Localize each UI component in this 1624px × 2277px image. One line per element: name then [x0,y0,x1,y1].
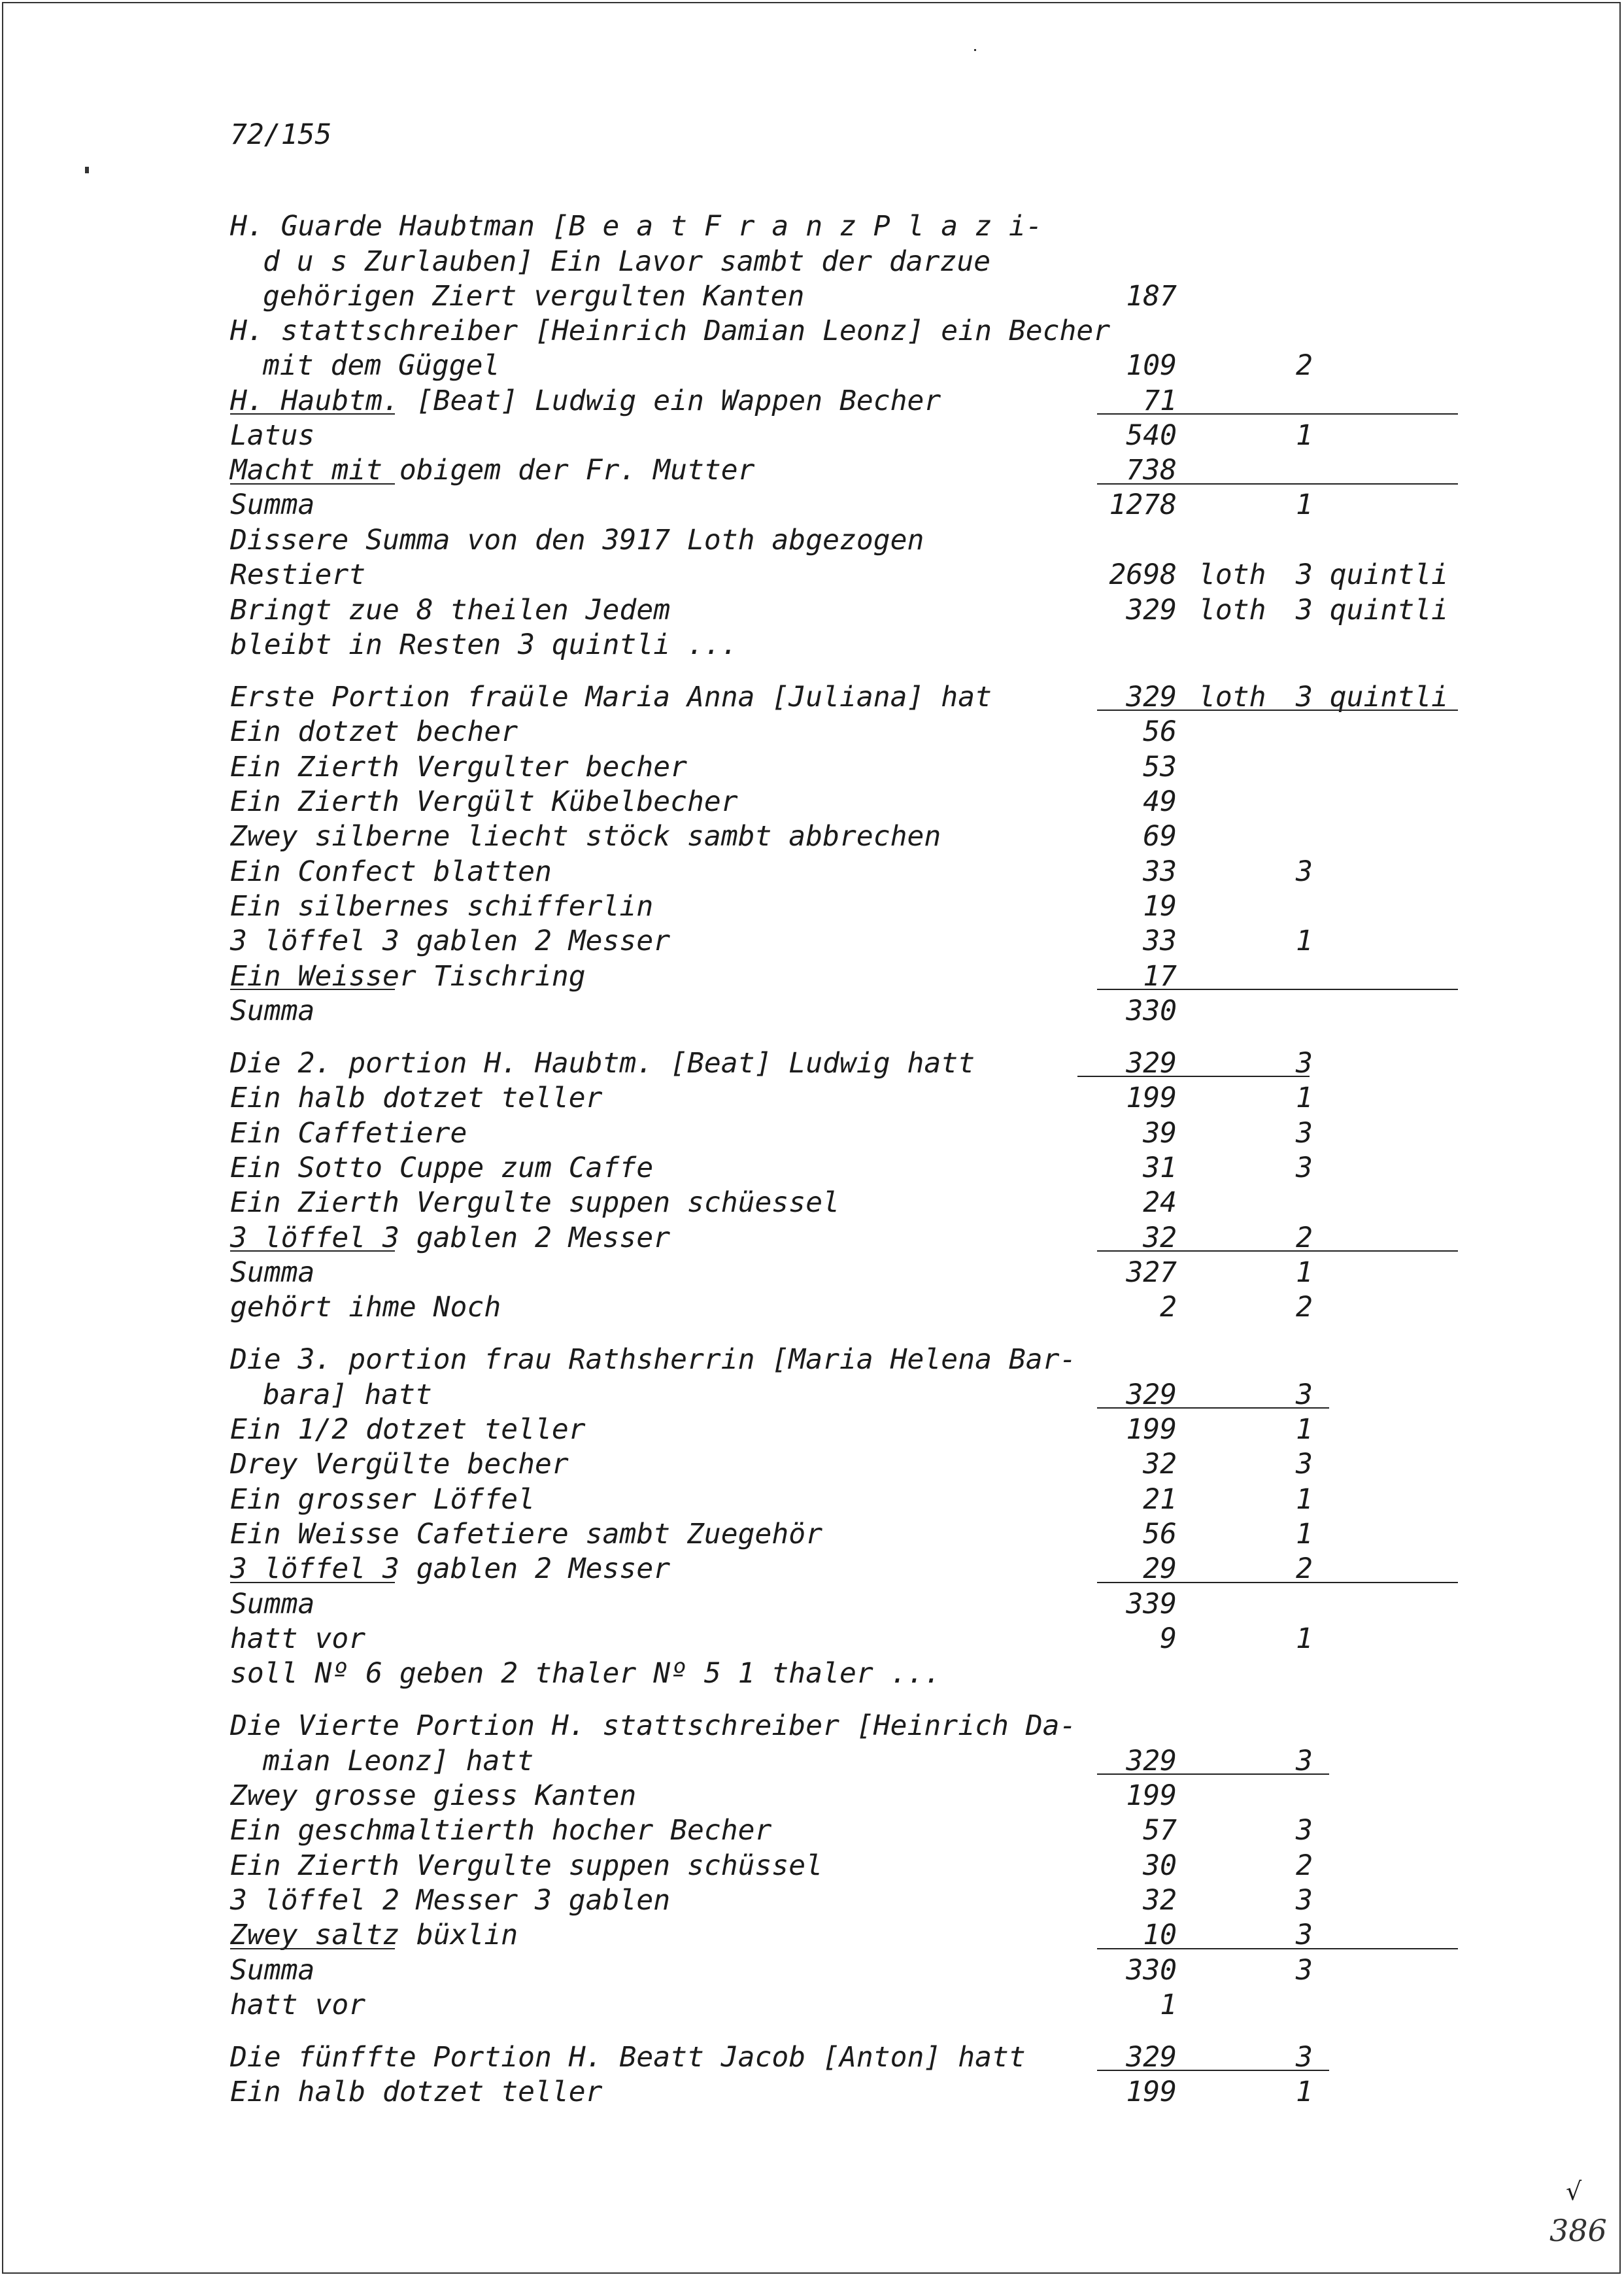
entry-text: Summa [230,1954,315,1987]
entry-text: 3 löffel 3 gablen 2 Messer [230,1222,671,1254]
ruling-line [1097,483,1458,485]
entry-text: H. Haubtm. [Beat] Ludwig ein Wappen Becher [230,385,941,417]
entry-text: Summa [230,995,315,1027]
amount-quintli: 3 [1296,1152,1313,1184]
amount-loth: 69 [1143,820,1177,853]
amount-quintli: 2 [1296,349,1313,382]
amount-quintli: 3 [1296,1117,1313,1150]
amount-loth: 57 [1143,1814,1177,1847]
amount-loth: 10 [1143,1919,1177,1951]
amount-loth: 329 [1126,1047,1177,1080]
amount-loth: 330 [1126,995,1177,1027]
amount-loth: 49 [1143,785,1177,818]
ruling-line [1097,1407,1329,1409]
amount-quintli: 3 [1296,1919,1313,1951]
amount-loth: 56 [1143,715,1177,748]
entry-text: Die 3. portion frau Rathsherrin [Maria Helena Bar- [230,1343,1077,1376]
entry-text: Zwey silberne liecht stöck sambt abbrechen [230,820,941,853]
entry-text: Die 2. portion H. Haubtm. [Beat] Ludwig hatt [230,1047,975,1080]
amount-quintli: 1 [1296,1622,1313,1655]
entry-text: Ein 1/2 dotzet teller [230,1413,586,1446]
amount-quintli: 1 [1296,1483,1313,1516]
entry-text: Ein geschmaltierth hocher Becher [230,1814,772,1847]
entry-text: gehört ihme Noch [230,1291,501,1324]
amount-loth: 2698 [1109,558,1177,591]
amount-loth: 199 [1126,1082,1177,1114]
entry-text: Ein grosser Löffel [230,1483,535,1516]
paper-speck [85,167,89,173]
amount-loth: 56 [1143,1518,1177,1550]
ruling-line [1097,1250,1458,1252]
amount-quintli: 3 [1296,1745,1313,1777]
amount-loth: 39 [1143,1117,1177,1150]
amount-quintli: 3 [1296,2041,1313,2074]
entry-text: mit dem Güggel [263,349,500,382]
text-underline [230,1948,395,1949]
ruling-line [1097,1948,1458,1949]
amount-quintli: 3 [1296,1954,1313,1987]
amount-loth: 71 [1143,385,1177,417]
amount-loth: 32 [1143,1222,1177,1254]
amount-loth: 339 [1126,1588,1177,1620]
amount-loth: 32 [1143,1884,1177,1917]
amount-loth: 24 [1143,1186,1177,1219]
amount-loth: 199 [1126,1413,1177,1446]
ruling-line [1077,1076,1310,1077]
entry-text: Ein halb dotzet teller [230,2076,603,2108]
ruling-line [1097,710,1458,711]
entry-text: hatt vor [230,1989,366,2021]
entry-text: Ein dotzet becher [230,715,518,748]
amount-quintli: 3 [1296,1378,1313,1411]
entry-text: Ein Zierth Vergulte suppen schüessel [230,1186,839,1219]
amount-loth: 33 [1143,855,1177,888]
amount-quintli: 1 [1296,1082,1313,1114]
amount-loth: 330 [1126,1954,1177,1987]
amount-quintli: 1 [1296,488,1313,521]
amount-quintli: 1 [1296,419,1313,452]
amount-loth: 540 [1126,419,1177,452]
handwritten-check-mark: √ [1566,2177,1582,2206]
amount-loth: 19 [1143,890,1177,923]
entry-text: Restiert [230,558,366,591]
unit-label: loth [1198,558,1266,591]
amount-quintli: 1 [1296,1518,1313,1550]
entry-text: soll Nº 6 geben 2 thaler Nº 5 1 thaler ... [230,1657,941,1690]
ruling-line [1097,1582,1458,1583]
amount-loth: 329 [1126,594,1177,626]
amount-loth: 53 [1143,751,1177,783]
ruling-line [1097,989,1458,990]
amount-quintli: 1 [1296,1256,1313,1289]
entry-text: Bringt zue 8 theilen Jedem [230,594,671,626]
entry-text: Die fünffte Portion H. Beatt Jacob [Anton] hatt [230,2041,1026,2074]
entry-text: gehörigen Ziert vergulten Kanten [263,280,805,313]
ruling-line [1097,2070,1329,2071]
entry-text: Macht mit obigem der Fr. Mutter [230,454,755,487]
amount-loth: 1278 [1109,488,1177,521]
amount-loth: 30 [1143,1849,1177,1882]
amount-quintli: 1 [1296,2076,1313,2108]
entry-text: Ein Zierth Vergulter becher [230,751,687,783]
entry-text: Ein Caffetiere [230,1117,467,1150]
entry-text: mian Leonz] hatt [263,1745,534,1777]
entry-text: 3 löffel 3 gablen 2 Messer [230,925,671,957]
amount-quintli: 3 [1296,1448,1313,1481]
entry-text: Die Vierte Portion H. stattschreiber [Heinrich Da- [230,1709,1077,1742]
text-underline [230,1250,395,1252]
amount-loth: 327 [1126,1256,1177,1289]
paper-speck [974,49,976,51]
amount-quintli: 3 quintli [1296,594,1448,626]
amount-loth: 187 [1126,280,1177,313]
entry-text: Ein Zierth Vergulte suppen schüssel [230,1849,823,1882]
entry-text: 3 löffel 2 Messer 3 gablen [230,1884,671,1917]
ruling-line [1097,1773,1329,1775]
amount-quintli: 2 [1296,1222,1313,1254]
entry-text: bara] hatt [263,1378,432,1411]
unit-label: loth [1198,681,1266,713]
entry-text: H. Guarde Haubtman [B e a t F r a n z P l a z i- [230,210,1043,243]
text-underline [230,1582,395,1583]
amount-loth: 1 [1160,1989,1177,2021]
amount-quintli: 3 [1296,1047,1313,1080]
page-reference: 72/155 [230,118,332,151]
amount-loth: 109 [1126,349,1177,382]
entry-text: Zwey saltz büxlin [230,1919,518,1951]
entry-text: Ein Zierth Vergült Kübelbecher [230,785,738,818]
amount-loth: 17 [1143,960,1177,993]
amount-quintli: 1 [1296,925,1313,957]
text-underline [230,483,395,485]
amount-loth: 33 [1143,925,1177,957]
entry-text: bleibt in Resten 3 quintli ... [230,628,738,661]
amount-loth: 329 [1126,2041,1177,2074]
amount-loth: 31 [1143,1152,1177,1184]
amount-loth: 738 [1126,454,1177,487]
entry-text: Ein halb dotzet teller [230,1082,603,1114]
unit-label: loth [1198,594,1266,626]
entry-text: d u s Zurlauben] Ein Lavor sambt der darzue [263,245,991,278]
amount-quintli: 2 [1296,1849,1313,1882]
entry-text: Ein Confect blatten [230,855,552,888]
entry-text: hatt vor [230,1622,366,1655]
amount-quintli: 3 [1296,855,1313,888]
amount-loth: 329 [1126,681,1177,713]
ruling-line [1097,413,1458,415]
amount-quintli: 2 [1296,1552,1313,1585]
entry-text: Erste Portion fraüle Maria Anna [Juliana] hat [230,681,992,713]
amount-quintli: 3 [1296,1814,1313,1847]
amount-loth: 2 [1160,1291,1177,1324]
amount-loth: 199 [1126,2076,1177,2108]
entry-text: Summa [230,1256,315,1289]
entry-text: Summa [230,1588,315,1620]
amount-loth: 329 [1126,1745,1177,1777]
entry-text: Ein Weisser Tischring [230,960,586,993]
text-underline [230,413,395,415]
entry-text: Ein Sotto Cuppe zum Caffe [230,1152,654,1184]
amount-loth: 29 [1143,1552,1177,1585]
handwritten-folio-number: 386 [1549,2213,1607,2248]
entry-text: Summa [230,488,315,521]
amount-loth: 9 [1160,1622,1177,1655]
entry-text: Dissere Summa von den 3917 Loth abgezogen [230,524,924,556]
amount-loth: 199 [1126,1779,1177,1812]
amount-loth: 21 [1143,1483,1177,1516]
entry-text: Drey Vergülte becher [230,1448,569,1481]
amount-quintli: 3 quintli [1296,681,1448,713]
amount-quintli: 3 [1296,1884,1313,1917]
text-underline [230,989,395,990]
entry-text: Latus [230,419,315,452]
entry-text: Ein Weisse Cafetiere sambt Zuegehör [230,1518,823,1550]
amount-loth: 329 [1126,1378,1177,1411]
entry-text: Ein silbernes schifferlin [230,890,654,923]
entry-text: H. stattschreiber [Heinrich Damian Leonz] ein Becher [230,315,1111,347]
entry-text: 3 löffel 3 gablen 2 Messer [230,1552,671,1585]
entry-text: Zwey grosse giess Kanten [230,1779,637,1812]
amount-loth: 32 [1143,1448,1177,1481]
amount-quintli: 3 quintli [1296,558,1448,591]
amount-quintli: 1 [1296,1413,1313,1446]
amount-quintli: 2 [1296,1291,1313,1324]
